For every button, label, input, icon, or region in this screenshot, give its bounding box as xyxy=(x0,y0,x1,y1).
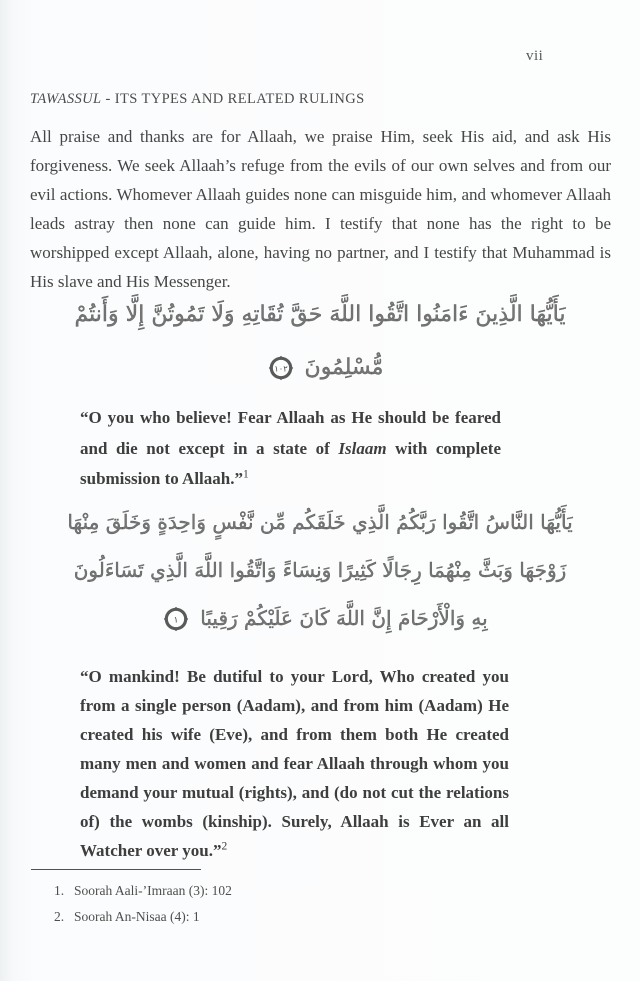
footnote-text: Soorah An-Nisaa (4): 1 xyxy=(74,909,200,924)
intro-paragraph: All praise and thanks are for Allaah, we praise Him, seek His aid, and ask His forgiveness. We seek Allaah’s refuge from the evils of our own selves and from our evil actions. Whomever Allaah guides none can misguide him, and whomever Allaah leads astray then none can guide him. I testify that none has the right to be worshipped except Allaah, alone, having no partner, and I testify that Muhammad is His slave and His Messenger. xyxy=(30,127,611,291)
arabic-line xyxy=(30,594,610,642)
verse-number-text: ١ xyxy=(173,615,179,626)
chapter-running-head xyxy=(30,91,365,108)
translation-text: with complete submission to Allaah.” xyxy=(80,438,501,488)
verse-end-medallion-icon xyxy=(161,604,191,634)
arabic-word: مُّسْلِمُونَ xyxy=(304,355,384,380)
footnote-separator xyxy=(31,869,201,870)
footnote-item xyxy=(54,904,232,930)
page-number: vii xyxy=(526,48,544,64)
translation-text: “O mankind! Be dutiful to your Lord, Who created you from a single person (Aadam), and from him (Aadam) He created his wife (Eve), and from them both He created many men and women and fear Allaah through whom you demand your mutual (rights), and (do not cut the relations of) the wombs (kinship). Surely, Allaah is Ever an all Watcher over you.” xyxy=(80,667,509,860)
footnote-list xyxy=(54,878,232,930)
verse-1-arabic-block xyxy=(40,288,600,394)
verse-end-medallion-icon xyxy=(266,353,296,383)
arabic-line: يَأَيُّهَا النَّاسُ اتَّقُوا رَبَّكُمُ الَّذِي خَلَقَكُم مِّن نَّفْسٍ وَاحِدَةٍ وَخَلَقَ مِنْهَا xyxy=(67,510,573,534)
arabic-word: بِهِ وَالْأَرْحَامَ إِنَّ اللَّهَ كَانَ عَلَيْكُمْ رَقِيبًا xyxy=(200,606,488,630)
running-head-title-rest: - ITS TYPES AND RELATED RULINGS xyxy=(101,91,365,107)
verse-number-text: ١٠٢ xyxy=(273,363,288,374)
verse-1-translation xyxy=(80,403,501,495)
arabic-line: يَأَيُّهَا الَّذِينَ ءَامَنُوا اتَّقُوا اللَّهَ حَقَّ تُقَاتِهِ وَلَا تَمُوتُنَّ إِلَّا وَأَنتُمْ xyxy=(74,302,566,327)
footnote-item xyxy=(54,878,232,904)
verse-2-arabic-block xyxy=(30,498,610,642)
arabic-line xyxy=(40,341,600,394)
footnote-text: Soorah Aali-’Imraan (3): 102 xyxy=(74,883,232,898)
verse-2-translation xyxy=(80,662,509,865)
footnote-marker: 2 xyxy=(221,840,228,853)
footnote-number: 1. xyxy=(54,883,65,898)
footnote-number: 2. xyxy=(54,909,65,924)
running-head-title-italic: TAWASSUL xyxy=(30,91,102,107)
translation-text: “O you who believe! Fear Allaah as He should be feared and die not except in a state of xyxy=(80,408,501,458)
arabic-line: زَوْجَهَا وَبَثَّ مِنْهُمَا رِجَالًا كَثِيرًا وَنِسَاءً وَاتَّقُوا اللَّهَ الَّذِي تَسَاءَلُونَ xyxy=(73,558,567,582)
translation-italic-term: Islaam xyxy=(338,438,387,458)
footnote-marker: 1 xyxy=(242,468,249,481)
